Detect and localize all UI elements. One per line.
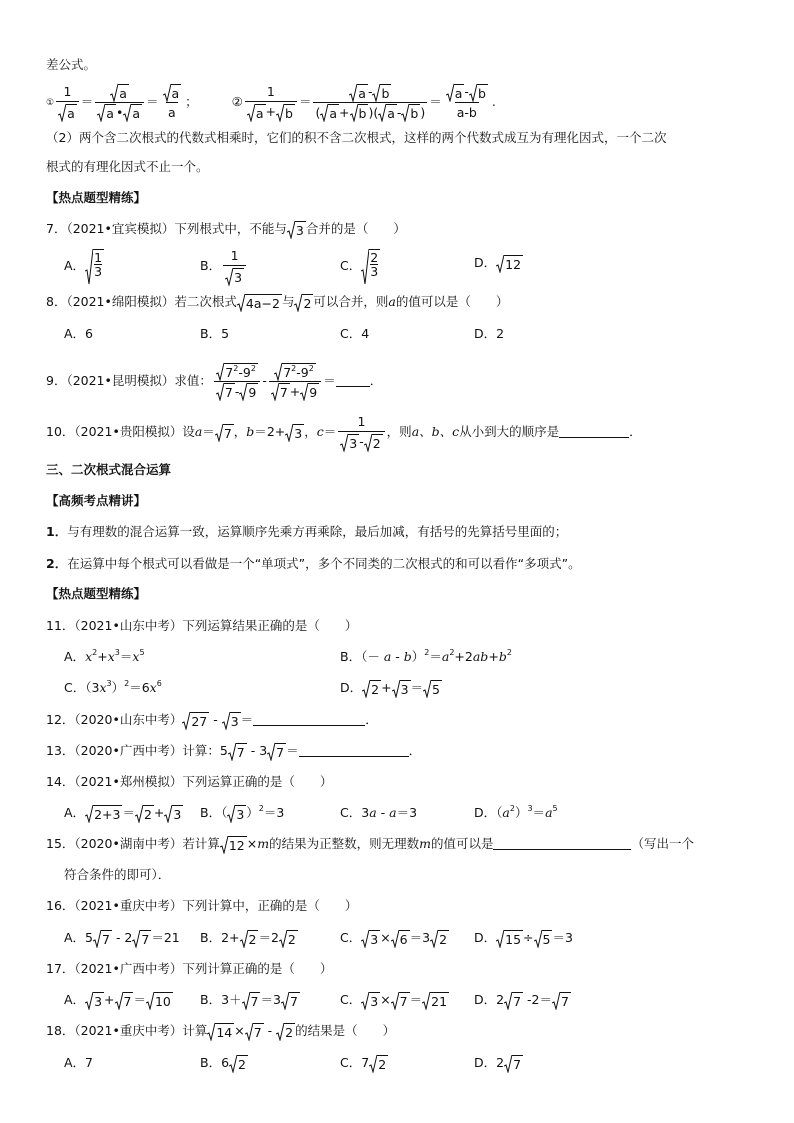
option-c[interactable]: C．3a - a＝3	[340, 805, 418, 820]
fraction: 1 a + b	[245, 83, 297, 122]
option-b[interactable]: B．（－ $a - b)^2=a^2+2ab+b^2$	[340, 648, 512, 664]
option-b[interactable]: B．5	[200, 326, 230, 341]
answer-blank[interactable]	[336, 374, 370, 387]
option-d[interactable]: D． 15 ÷ 5 ＝3	[474, 930, 573, 947]
option-a[interactable]: A．5 7 - 2 7 ＝21	[64, 930, 180, 947]
rationalize-formulas: ① $\frac{1}{a}$ ＝ a a • a ＝ $\frac{a}{a}$ ； ② 1 a + b ＝ a - b ( a + b )( a - b ) ＝ a - b a-b .	[46, 84, 496, 121]
fraction: a - b ( a + b )( a - b )	[315, 84, 426, 121]
option-c[interactable]: C．$(3x^3)^2=6x^6$	[64, 679, 162, 695]
option-b[interactable]: B．6 2	[200, 1055, 246, 1072]
question-15: 15．（2020•湖南中考）若计算 12 ×m的结果为正整数，则无理数m的值可以是 （写出一个	[46, 836, 694, 853]
fraction: a - b a-b	[444, 83, 490, 122]
question-18: 18．（2021•重庆中考）计算 14 × 7 - 2 的结果是（ ）	[46, 1023, 396, 1040]
option-c[interactable]: C．4	[340, 326, 370, 341]
option-a[interactable]: A．7	[64, 1055, 94, 1070]
fraction: $\frac{a}{a}$	[161, 83, 184, 122]
key-point-1: 1．与有理数的混合运算一致，运算顺序先乘方再乘除，最后加减，有括号的先算括号里面的；	[46, 524, 568, 539]
section-heading: 【热点题型精练】	[46, 586, 147, 601]
section-heading: 【高频考点精讲】	[46, 493, 147, 508]
answer-blank[interactable]	[299, 744, 409, 757]
question-11: 11．（2021•山东中考）下列运算结果正确的是（ ）	[46, 618, 358, 633]
question-16: 16．（2021•重庆中考）下列计算中，正确的是（ ）	[46, 898, 358, 913]
answer-blank[interactable]	[253, 713, 365, 726]
formula-label-2: ②	[231, 94, 243, 109]
option-d[interactable]: D．2 7 -2＝ 7	[474, 992, 569, 1009]
fraction: a a • a	[95, 83, 144, 122]
question-10: 10．（2021•贵阳模拟）设a＝ 7 ，b＝2+ 3 ，c＝ 1 3 - 2 ，则a、b、c从小到大的顺序是 ．	[46, 414, 642, 451]
question-7: 7．（2021•宜宾模拟）下列根式中，不能与 3 合并的是（ ）	[46, 221, 406, 238]
question-17: 17．（2021•广西中考）下列计算正确的是（ ）	[46, 961, 333, 976]
section-heading: 【热点题型精练】	[46, 190, 147, 205]
answer-blank[interactable]	[559, 425, 629, 438]
formula-label-1: ①	[46, 98, 55, 108]
option-d[interactable]: D．2	[474, 326, 505, 341]
intro-line: 差公式。	[46, 57, 97, 72]
option-c[interactable]: C．7 2	[340, 1055, 387, 1072]
option-b[interactable]: B．（ 3 ）$^2$＝3	[200, 804, 285, 822]
option-a[interactable]: A．6	[64, 326, 94, 341]
option-a[interactable]: A． 3 + 7 ＝ 10	[64, 992, 171, 1009]
option-b[interactable]: B． $\frac{1}{3}$	[200, 246, 248, 286]
option-a[interactable]: A． 1 3	[64, 246, 104, 286]
option-d[interactable]: D． 12	[474, 255, 522, 272]
option-d[interactable]: D．$(a^2)^3=a^5$	[474, 804, 558, 820]
option-d[interactable]: D．2 7	[474, 1055, 522, 1072]
option-d[interactable]: D． 2 + 3 ＝ 5	[340, 680, 440, 697]
option-a[interactable]: A． 2+3 ＝ 2 + 3	[64, 805, 182, 822]
question-14: 14．（2021•郑州模拟）下列运算正确的是（ ）	[46, 774, 333, 789]
fraction: $\frac{1}{a}$	[56, 83, 79, 122]
question-9: 9．（2021•昆明模拟）求值： $7^2-9^2$ 7 - 9 - $7^2-9^2$ 7 + 9 ＝ ．	[46, 363, 383, 400]
option-b[interactable]: B．2+ 2 ＝2 2	[200, 930, 296, 947]
option-c[interactable]: C． 3 × 6 ＝3 2	[340, 930, 448, 947]
question-8: 8．（2021•绵阳模拟）若二次根式 4a−2 与 2 可以合并，则a的值可以是（ ）	[46, 294, 509, 311]
option-a[interactable]: A．$x^2+x^3=x^5$	[64, 648, 145, 664]
question-15-line-2: 符合条件的即可）．	[64, 867, 171, 882]
option-b[interactable]: B．3＋ 7 ＝3 7	[200, 992, 298, 1009]
question-13: 13．（2020•广西中考）计算：5 7 - 3 7 ＝ ．	[46, 743, 422, 760]
option-c[interactable]: C． 2 3	[340, 246, 380, 286]
question-12: 12．（2020•山东中考） 27 - 3 ＝ ．	[46, 712, 378, 729]
section-title: 三、二次根式混合运算	[46, 462, 172, 477]
answer-blank[interactable]	[493, 837, 631, 850]
key-point-2: 2．在运算中每个根式可以看做是一个“单项式”，多个不同类的二次根式的和可以看作“多项式”。	[46, 556, 581, 571]
option-c[interactable]: C． 3 × 7 ＝ 21	[340, 992, 448, 1009]
note-2-line-2: 根式的有理化因式不止一个。	[46, 159, 209, 174]
note-2-line-1: （2）两个含二次根式的代数式相乘时，它们的积不含二次根式，这样的两个代数式成互为有理化因式，一个二次	[46, 130, 667, 145]
